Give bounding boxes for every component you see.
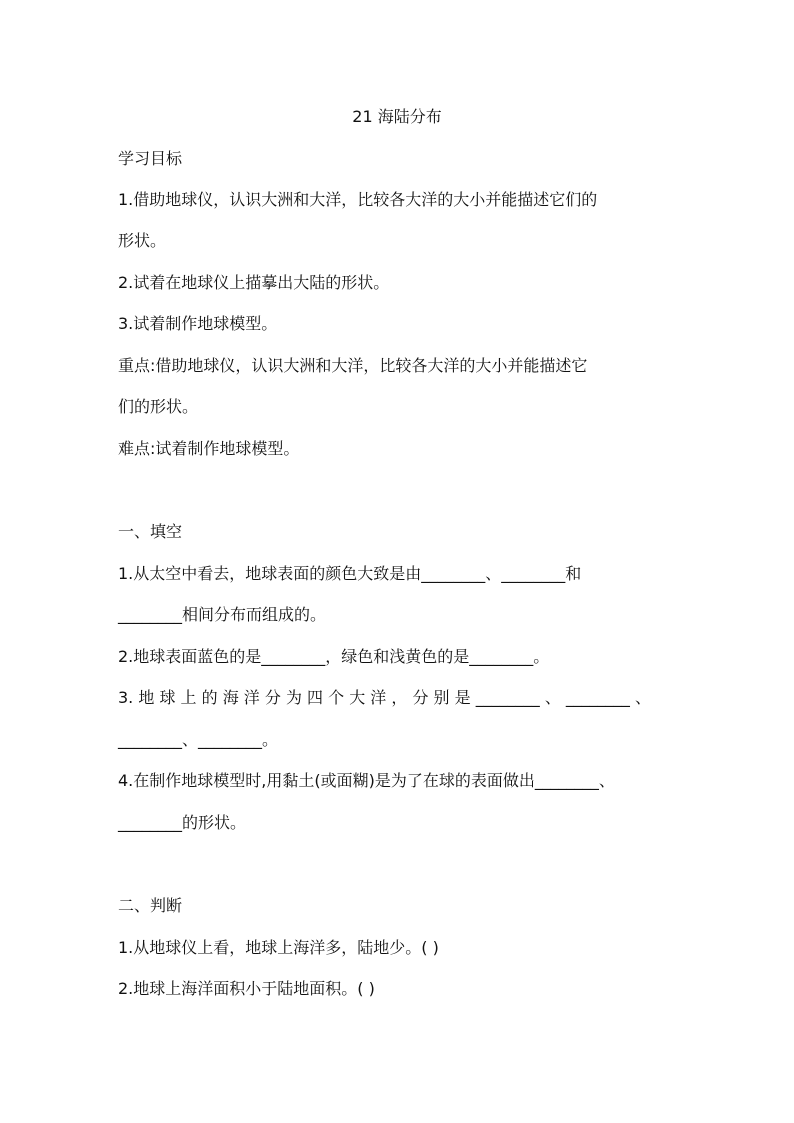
objectives-heading: 学习目标 bbox=[118, 149, 183, 168]
fill-question-3-line-1: 3. 地 球 上 的 海 洋 分 为 四 个 大 洋 ， 分 别 是 ________ 、 ________ 、 bbox=[118, 688, 651, 707]
fill-question-1-line-2: ________相间分布而组成的。 bbox=[118, 605, 327, 624]
judge-question-1: 1.从地球仪上看，地球上海洋多，陆地少。( ) bbox=[118, 938, 439, 957]
fill-question-1-line-1: 1.从太空中看去，地球表面的颜色大致是由________、________和 bbox=[118, 564, 582, 583]
fill-blank-heading: 一、填空 bbox=[118, 522, 183, 541]
fill-question-2: 2.地球表面蓝色的是________，绿色和浅黄色的是________。 bbox=[118, 647, 550, 666]
judge-heading: 二、判断 bbox=[118, 896, 183, 915]
key-point-line-2: 们的形状。 bbox=[118, 397, 199, 416]
objective-3: 3.试着制作地球模型。 bbox=[118, 314, 278, 333]
fill-question-4-line-1: 4.在制作地球模型时,用黏土(或面糊)是为了在球的表面做出________、 bbox=[118, 771, 615, 790]
judge-question-2: 2.地球上海洋面积小于陆地面积。( ) bbox=[118, 979, 375, 998]
page-title: 21 海陆分布 bbox=[352, 107, 442, 126]
fill-question-4-line-2: ________的形状。 bbox=[118, 813, 247, 832]
objective-1-line-2: 形状。 bbox=[118, 231, 167, 250]
objective-1-line-1: 1.借助地球仪，认识大洲和大洋，比较各大洋的大小并能描述它们的 bbox=[118, 190, 598, 209]
difficulty-point: 难点:试着制作地球模型。 bbox=[118, 439, 300, 458]
objective-2: 2.试着在地球仪上描摹出大陆的形状。 bbox=[118, 273, 390, 292]
key-point-line-1: 重点:借助地球仪，认识大洲和大洋，比较各大洋的大小并能描述它 bbox=[118, 356, 588, 375]
fill-question-3-line-2: ________、________。 bbox=[118, 730, 279, 749]
